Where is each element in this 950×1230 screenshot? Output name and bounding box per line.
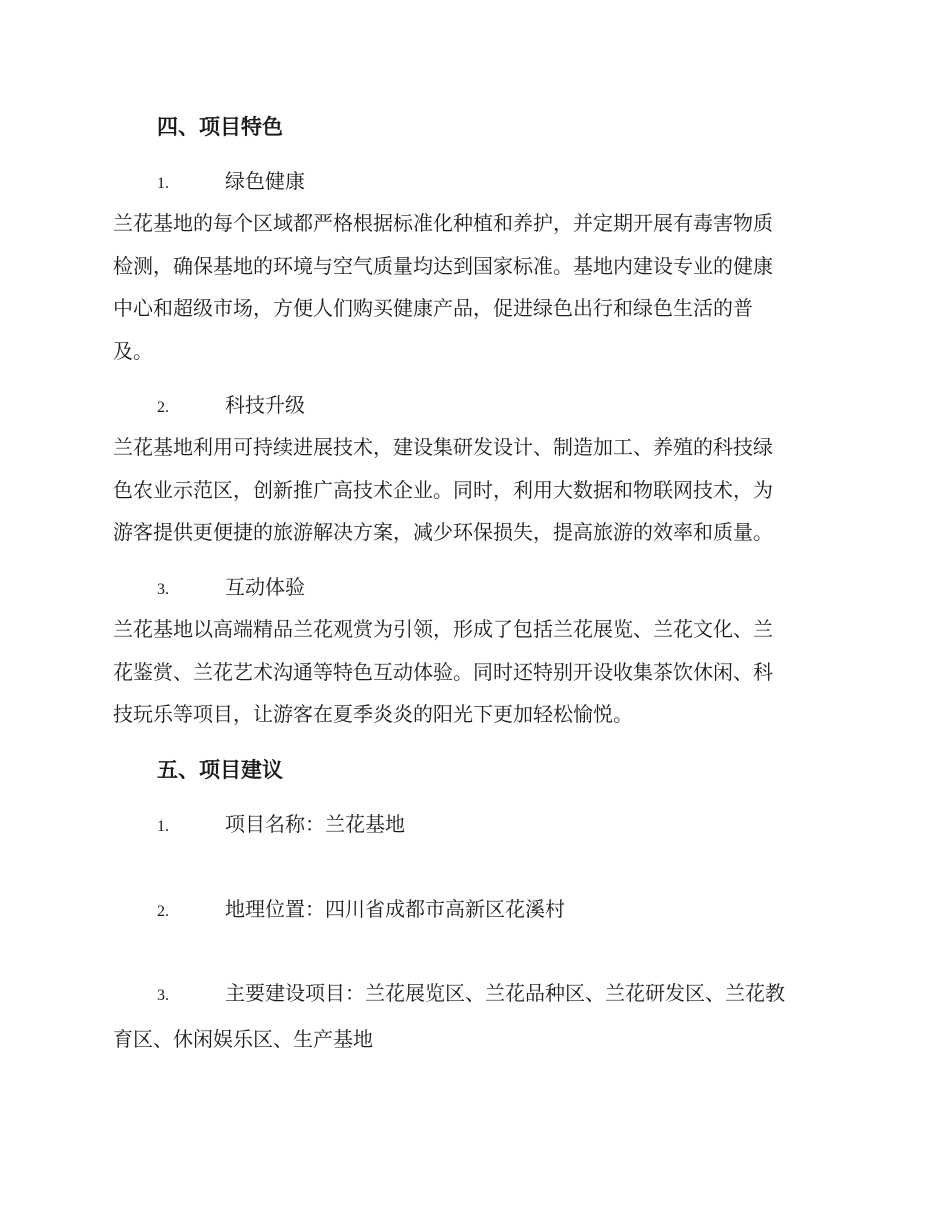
paragraph-tech-upgrade — [113, 426, 835, 554]
item-line: 育区、休闲娱乐区、生产基地 — [113, 1026, 373, 1051]
item-main-construction — [113, 972, 835, 1060]
item-title: 绿色健康 — [225, 169, 305, 193]
item-location — [157, 895, 565, 926]
paragraph-line: 检测，确保基地的环境与空气质量均达到国家标准。基地内建设专业的健康 — [113, 253, 773, 278]
item-project-name — [157, 810, 405, 841]
item-title: 科技升级 — [225, 393, 305, 417]
item-number: 1. — [157, 818, 169, 835]
item-heading-interactive-experience — [157, 573, 305, 604]
paragraph-line: 花鉴赏、兰花艺术沟通等特色互动体验。同时还特别开设收集茶饮休闲、科 — [113, 659, 773, 684]
item-number: 2. — [157, 399, 169, 416]
paragraph-green-health — [113, 202, 835, 372]
item-number: 3. — [157, 581, 169, 598]
paragraph-line: 游客提供更便捷的旅游解决方案，减少环保损失，提高旅游的效率和质量。 — [113, 520, 773, 544]
paragraph-line: 中心和超级市场，方便人们购买健康产品，促进绿色出行和绿色生活的普 — [113, 296, 753, 320]
paragraph-line: 兰花基地的每个区域都严格根据标准化种植和养护，并定期开展有毒害物质 — [113, 211, 773, 235]
item-number: 1. — [157, 175, 169, 192]
item-number: 3. — [157, 987, 169, 1004]
item-text: 主要建设项目：兰花展览区、兰花品种区、兰花研发区、兰花教 — [225, 981, 785, 1005]
paragraph-line: 兰花基地以高端精品兰花观赏为引领，形成了包括兰花展览、兰花文化、兰 — [113, 617, 773, 641]
item-title: 互动体验 — [225, 575, 305, 599]
item-line — [113, 972, 835, 1018]
paragraph-line: 技玩乐等项目，让游客在夏季炎炎的阳光下更加轻松愉悦。 — [113, 702, 633, 726]
section-heading-recommendations: 五、项目建议 — [157, 757, 283, 782]
paragraph-line: 色农业示范区，创新推广高技术企业。同时，利用大数据和物联网技术，为 — [113, 477, 773, 502]
item-heading-tech-upgrade — [157, 391, 305, 422]
section-heading-features: 四、项目特色 — [157, 114, 283, 139]
item-heading-green-health — [157, 167, 305, 198]
item-number: 2. — [157, 903, 169, 920]
item-text: 地理位置：四川省成都市高新区花溪村 — [225, 897, 565, 921]
paragraph-interactive-experience — [113, 608, 835, 736]
paragraph-line: 及。 — [113, 338, 153, 363]
paragraph-line: 兰花基地利用可持续进展技术，建设集研发设计、制造加工、养殖的科技绿 — [113, 435, 773, 459]
item-text: 项目名称：兰花基地 — [225, 812, 405, 836]
